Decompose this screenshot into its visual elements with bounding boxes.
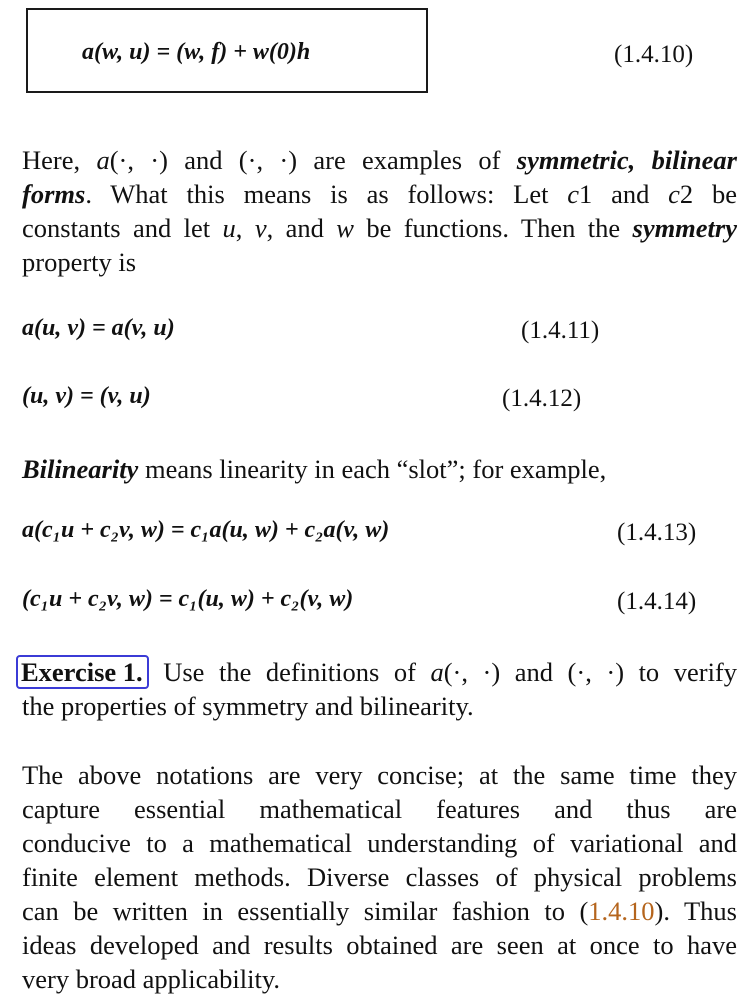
equation-number-1-4-13: (1.4.13) xyxy=(617,519,697,546)
equation-1-4-13: a(c₁u + c₂v, w) = c₁a(u, w) + c₂a(v, w) xyxy=(22,517,390,543)
term-forms: forms xyxy=(22,179,86,209)
exercise-block: Exercise 1. Use the definitions of a(·, ·) and (·, ·) to verify the properties of symmetry and bilinearity. xyxy=(22,655,737,723)
equation-number-1-4-10: (1.4.10) xyxy=(614,41,694,68)
equation-1-4-14: (c₁u + c₂v, w) = c₁(u, w) + c₂(v, w) xyxy=(22,586,354,612)
equation-number-1-4-14: (1.4.14) xyxy=(617,588,697,615)
term-symmetry: symmetry xyxy=(632,213,737,243)
term-symmetric-bilinear: symmetric, bilinear xyxy=(516,145,737,175)
paragraph-symmetric-bilinear: Here, a(·, ·) and (·, ·) are examples of symmetric, bilinear forms. What this means is as follows: Let c1 and c2 be constants and let u, v, and w be functions. Then the symmetry property is xyxy=(22,145,737,277)
equation-number-1-4-12: (1.4.12) xyxy=(502,385,582,412)
term-bilinearity: Bilinearity xyxy=(22,454,139,484)
equation-number-1-4-11: (1.4.11) xyxy=(521,317,600,344)
equation-1-4-12: (u, v) = (v, u) xyxy=(22,383,151,409)
equation-1-4-10: a(w, u) = (w, f) + w(0)h xyxy=(82,39,311,65)
paragraph-bilinearity: Bilinearity means linearity in each “slot”; for example, xyxy=(22,454,607,484)
paragraph-notation-conclusion: The above notations are very concise; at the same time they capture essential mathematical features and thus are conducive to a mathematical understanding of variational and finite element methods. Diverse classes of physical problems can be written in essentially similar fashion to (1.4.10). Thus ideas developed and results obtained are seen at once to have very broad applicability. xyxy=(22,760,737,994)
exercise-label: Exercise 1. xyxy=(16,655,149,689)
equation-ref-link-1-4-10[interactable]: 1.4.10 xyxy=(588,896,655,926)
equation-1-4-11: a(u, v) = a(v, u) xyxy=(22,315,175,341)
